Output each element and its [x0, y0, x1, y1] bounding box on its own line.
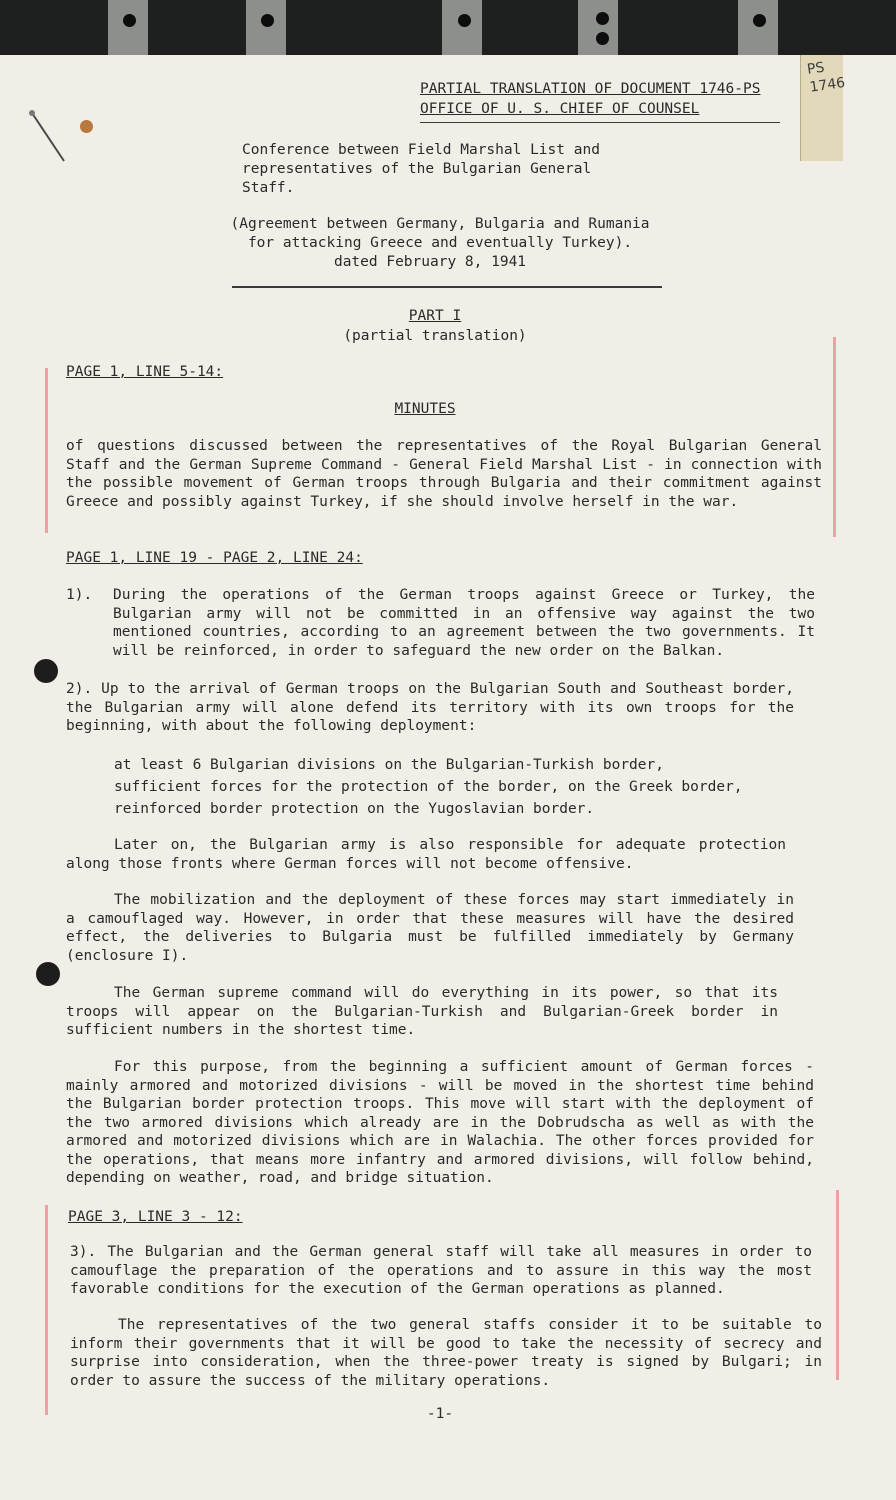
- punch-hole: [36, 962, 60, 986]
- margin-mark: [836, 1190, 839, 1380]
- header-line-1: PARTIAL TRANSLATION OF DOCUMENT 1746-PS: [420, 81, 761, 97]
- binder-slot: [246, 0, 286, 58]
- binder-hole: [596, 12, 609, 25]
- paragraph-purpose: For this purpose, from the beginning a sufficient amount of German forces - mainly armored and motorized divisions - will be moved in the shortest time behind the Bulgarian border protection troops. This move will start with the deployment of the two armored divisions which already are in the Dobrudscha as well as with the armored and motorized divisions which are in Walachia. The other forces provided for the operations, that means more infantry and armored divisions, will follow behind, depending on weather, road, and bridge situation.: [66, 1059, 814, 1186]
- section-ref-1: PAGE 1, LINE 5-14:: [66, 364, 224, 380]
- binder-hole: [753, 14, 766, 27]
- minutes-heading: MINUTES: [394, 401, 456, 417]
- page-number: -1-: [426, 1406, 454, 1422]
- margin-mark: [45, 1205, 48, 1415]
- binder-hole: [458, 14, 471, 27]
- punch-hole: [34, 659, 58, 683]
- margin-mark: [45, 368, 48, 533]
- binder-strip: [0, 0, 896, 58]
- document-date: dated February 8, 1941: [333, 254, 527, 270]
- part-note: (partial translation): [343, 328, 527, 344]
- item-1-text: During the operations of the German troops against Greece or Turkey, the Bulgarian army will not be committed in an offensive way against the two mentioned countries, according to an agreement between the two governments. It will be reinforced, in order to safeguard the new order on the Balkan.: [113, 587, 815, 659]
- exhibit-tab-label: PS 1746: [806, 59, 847, 96]
- deployment-line-3: reinforced border protection on the Yugoslavian border.: [114, 801, 595, 817]
- title-line-3: Staff.: [242, 180, 295, 196]
- rust-spot: [80, 120, 93, 133]
- binder-slot: [442, 0, 482, 58]
- paragraph-mobilization: The mobilization and the deployment of these forces may start immediately in a camouflaged way. However, in order that these measures will have the desired effect, the deliveries to Bulgaria must be fulfilled immediately by Germany (enclosure I).: [66, 892, 794, 964]
- deployment-line-1: at least 6 Bulgarian divisions on the Bulgarian-Turkish border,: [114, 757, 664, 773]
- paragraph-later: Later on, the Bulgarian army is also responsible for adequate protection along those fronts where German forces will not become offensive.: [66, 837, 786, 872]
- binder-slot: [108, 0, 148, 58]
- header-rule: [420, 122, 780, 123]
- binder-hole: [261, 14, 274, 27]
- item-3-text: 3). The Bulgarian and the German general staff will take all measures in order to camouflage the preparation of the operations and to assure in this way the most favorable conditions for the execution of the German operations as planned.: [70, 1244, 812, 1297]
- header-line-2: OFFICE OF U. S. CHIEF OF COUNSEL: [420, 101, 700, 117]
- binder-slot: [578, 0, 618, 58]
- minutes-text: of questions discussed between the representatives of the Royal Bulgarian General Staff and the German Supreme Command - General Field Marshal List - in connection with the possible movement of German troops through Bulgaria and their commitment against Greece and possibly against Turkey, if she should involve herself in the war.: [66, 438, 822, 510]
- binder-slot: [738, 0, 778, 58]
- deployment-line-2: sufficient forces for the protection of the border, on the Greek border,: [114, 779, 743, 795]
- binder-hole: [596, 32, 609, 45]
- binder-hole: [123, 14, 136, 27]
- part-heading: PART I: [408, 308, 462, 324]
- title-rule: [232, 286, 662, 288]
- document-page: [0, 55, 896, 1500]
- paragraph-representatives: The representatives of the two general staffs consider it to be suitable to inform their governments that it will be good to take the necessity of secrecy and surprise into consideration, when the three-power treaty is signed by Bulgari; in order to assure the success of the military operations.: [70, 1317, 822, 1389]
- margin-mark: [833, 337, 836, 537]
- title-line-2: representatives of the Bulgarian General: [242, 161, 592, 177]
- subtitle-line-1: (Agreement between Germany, Bulgaria and Rumania: [230, 216, 650, 232]
- paragraph-supreme-command: The German supreme command will do everything in its power, so that its troops will appear on the Bulgarian-Turkish and Bulgarian-Greek border in sufficient numbers in the shortest time.: [66, 985, 778, 1038]
- subtitle-line-2: for attacking Greece and eventually Turkey).: [247, 235, 633, 251]
- item-1-number: 1).: [66, 587, 93, 603]
- section-ref-3: PAGE 3, LINE 3 - 12:: [68, 1209, 243, 1225]
- pin-mark: [26, 107, 76, 167]
- item-2-text: 2). Up to the arrival of German troops on the Bulgarian South and Southeast border, the Bulgarian army will alone defend its territory with its own troops for the beginning, with about the following deployment:: [66, 681, 794, 734]
- section-ref-2: PAGE 1, LINE 19 - PAGE 2, LINE 24:: [66, 550, 363, 566]
- title-line-1: Conference between Field Marshal List and: [242, 142, 600, 158]
